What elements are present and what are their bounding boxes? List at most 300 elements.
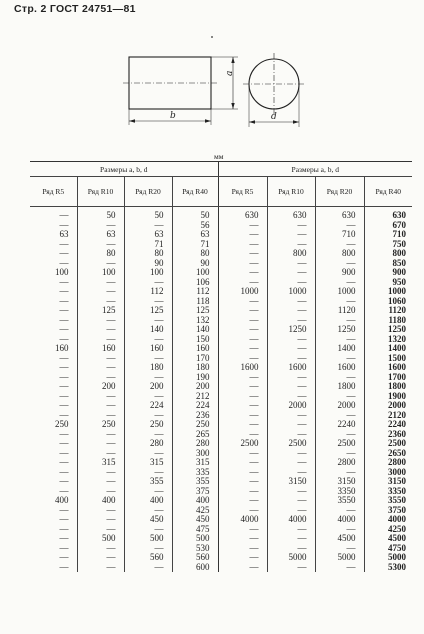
dimension-d-label: d: [271, 112, 277, 122]
table-cell: —: [30, 506, 77, 516]
table-cell: —: [315, 373, 364, 383]
table-cell: 212: [172, 392, 218, 402]
table-cell: —: [218, 525, 267, 535]
table-cell: —: [218, 240, 267, 250]
table-cell: 1000: [218, 287, 267, 297]
table-cell: 1700: [388, 371, 406, 382]
table-cell: 4000: [315, 515, 364, 525]
table-cell: —: [267, 344, 315, 354]
table-cell: 1000: [267, 287, 315, 297]
table-cell: 80: [172, 249, 218, 259]
table-cell: —: [218, 306, 267, 316]
table-cell: 3150: [388, 476, 406, 486]
table-cell: 5000: [315, 553, 364, 563]
table-cell: 5000: [267, 553, 315, 563]
table-cell: 4250: [388, 523, 406, 534]
table-cell: —: [267, 382, 315, 392]
table-cell: 200: [124, 382, 172, 392]
table-cell: 1900: [388, 390, 406, 401]
table-cell: 1800: [315, 382, 364, 392]
table-cell: —: [77, 553, 124, 563]
table-cell: 50: [172, 207, 218, 221]
table-cell: 1250: [267, 325, 315, 335]
table-cell: —: [30, 249, 77, 259]
table-cell: —: [30, 373, 77, 383]
group-header-left: Размеры a, b, d: [30, 162, 218, 177]
table-cell: 1120: [315, 306, 364, 316]
table-cell: —: [30, 297, 77, 307]
table-cell: —: [30, 221, 77, 231]
table-cell: —: [77, 515, 124, 525]
table-cell: 90: [172, 259, 218, 269]
table-cell: 3350: [388, 485, 406, 496]
column-header: Ряд R5: [30, 177, 77, 207]
table-cell: 630: [267, 207, 315, 221]
table-cell: 71: [172, 240, 218, 250]
table-cell: —: [218, 553, 267, 563]
table-cell: 224: [172, 401, 218, 411]
column-header: Ряд R20: [315, 177, 364, 207]
table-cell: 900: [315, 268, 364, 278]
table-cell: —: [124, 506, 172, 516]
column-header: Ряд R20: [124, 177, 172, 207]
table-cell: —: [30, 477, 77, 487]
table-cell: 425: [172, 506, 218, 516]
table-cell: 280: [172, 439, 218, 449]
table-cell: 1000: [315, 287, 364, 297]
table-cell: —: [315, 316, 364, 326]
table-cell: —: [267, 316, 315, 326]
table-cell: —: [267, 259, 315, 269]
table-cell: —: [267, 420, 315, 430]
table-cell: 630: [218, 207, 267, 221]
table-cell: —: [30, 207, 77, 221]
table-cell: —: [267, 335, 315, 345]
column-header: Ряд R10: [267, 177, 315, 207]
table-cell: —: [30, 382, 77, 392]
table-cell: 200: [172, 382, 218, 392]
table-cell: 4000: [267, 515, 315, 525]
table-cell: 1600: [388, 362, 406, 372]
print-speck: [211, 36, 213, 38]
table-cell: 3150: [315, 477, 364, 487]
table-cell: —: [124, 392, 172, 402]
table-cell: 90: [124, 259, 172, 269]
table-cell: 3000: [388, 466, 406, 477]
table-cell: 3750: [388, 504, 406, 515]
table-cell: 560: [172, 553, 218, 563]
table-cell: 400: [30, 496, 77, 506]
table-cell: —: [30, 335, 77, 345]
technical-drawing: [0, 0, 424, 150]
table-cell: —: [218, 420, 267, 430]
table-cell: —: [124, 430, 172, 440]
table-cell: —: [218, 563, 267, 573]
table-cell: 160: [77, 344, 124, 354]
table-cell: —: [30, 525, 77, 535]
table-cell: —: [267, 449, 315, 459]
table-cell: 71: [124, 240, 172, 250]
table-cell: 4000: [218, 515, 267, 525]
table-cell: 400: [77, 496, 124, 506]
table-cell: 1250: [315, 325, 364, 335]
units-label: мм: [214, 152, 224, 161]
table-cell: 2650: [388, 447, 406, 458]
table-cell: 630: [392, 210, 406, 220]
table-row: [30, 207, 412, 221]
table-cell: 280: [124, 439, 172, 449]
table-cell: 400: [124, 496, 172, 506]
table-cell: —: [267, 411, 315, 421]
table-cell: —: [267, 506, 315, 516]
table-cell: 315: [124, 458, 172, 468]
table-cell: —: [124, 373, 172, 383]
table-cell: 132: [172, 316, 218, 326]
table-group-header-row: [30, 162, 412, 177]
column-header: Ряд R40: [172, 177, 218, 207]
table-cell: —: [124, 221, 172, 231]
table-cell: 118: [172, 297, 218, 307]
table-body: [30, 207, 412, 573]
table-cell: 63: [30, 230, 77, 240]
table-cell: —: [267, 458, 315, 468]
column-header: Ряд R5: [218, 177, 267, 207]
cylinder-side-view: [123, 57, 238, 125]
table-cell: —: [218, 458, 267, 468]
table-cell: —: [218, 468, 267, 478]
table-cell: —: [267, 392, 315, 402]
table-cell: —: [315, 259, 364, 269]
table-cell: —: [77, 449, 124, 459]
table-cell: —: [30, 430, 77, 440]
table-cell: —: [315, 544, 364, 554]
table-cell: 1400: [388, 343, 406, 353]
table-cell: 355: [124, 477, 172, 487]
table-cell: —: [267, 496, 315, 506]
table-cell: —: [218, 297, 267, 307]
table-cell: —: [218, 477, 267, 487]
table-cell: 1600: [218, 363, 267, 373]
table-cell: —: [218, 506, 267, 516]
table-cell: —: [30, 259, 77, 269]
table-cell: —: [267, 221, 315, 231]
table-cell: —: [315, 335, 364, 345]
table-cell: —: [77, 563, 124, 573]
table-cell: 50: [124, 207, 172, 221]
table-cell: —: [30, 449, 77, 459]
table-cell: —: [77, 297, 124, 307]
table-cell: 1500: [388, 352, 406, 363]
table-cell: 475: [172, 525, 218, 535]
table-cell: 300: [172, 449, 218, 459]
table-cell: —: [315, 430, 364, 440]
table-cell: —: [30, 287, 77, 297]
table-cell: —: [267, 268, 315, 278]
table-cell: —: [30, 534, 77, 544]
table-cell: —: [124, 297, 172, 307]
table-cell: —: [267, 230, 315, 240]
table-cell: —: [267, 430, 315, 440]
dimension-a-label: a: [225, 70, 235, 76]
table-cell: 800: [315, 249, 364, 259]
table-cell: —: [315, 449, 364, 459]
table-cell: —: [77, 354, 124, 364]
table-cell: —: [77, 373, 124, 383]
table-cell: —: [30, 553, 77, 563]
table-cell: 1060: [388, 295, 406, 306]
table-cell: 3550: [315, 496, 364, 506]
table-cell: 160: [172, 344, 218, 354]
table-cell: —: [218, 344, 267, 354]
table-cell: 125: [124, 306, 172, 316]
table-cell: 125: [77, 306, 124, 316]
table-cell: 750: [392, 238, 406, 249]
table-cell: —: [218, 249, 267, 259]
table-cell: 1600: [267, 363, 315, 373]
table-cell: 800: [267, 249, 315, 259]
table-cell: —: [77, 335, 124, 345]
table-cell: —: [315, 278, 364, 288]
table-cell: 500: [124, 534, 172, 544]
column-header: Ряд R40: [364, 177, 412, 207]
table-cell: —: [218, 221, 267, 231]
table-cell: 2000: [267, 401, 315, 411]
table-cell: 4500: [388, 533, 406, 543]
table-cell: 3550: [388, 495, 406, 505]
table-cell: 950: [392, 276, 406, 287]
table-cell: —: [124, 487, 172, 497]
table-cell: 1600: [315, 363, 364, 373]
table-cell: —: [315, 392, 364, 402]
table-cell: —: [267, 240, 315, 250]
table-cell: 850: [392, 257, 406, 268]
table-cell: —: [77, 363, 124, 373]
table-cell: —: [77, 316, 124, 326]
table-cell: —: [267, 563, 315, 573]
table-cell: —: [267, 306, 315, 316]
table-cell: 1320: [388, 333, 406, 344]
table-cell: —: [77, 325, 124, 335]
table-cell: —: [218, 430, 267, 440]
column-header: Ряд R10: [77, 177, 124, 207]
table-cell: 2240: [315, 420, 364, 430]
table-cell: —: [218, 392, 267, 402]
table-cell: —: [77, 221, 124, 231]
table-cell: —: [77, 506, 124, 516]
table-cell: —: [218, 401, 267, 411]
table-cell: —: [77, 468, 124, 478]
table-cell: —: [77, 430, 124, 440]
table-cell: 106: [172, 278, 218, 288]
table-cell: —: [218, 544, 267, 554]
table-cell: —: [30, 325, 77, 335]
table-cell: 250: [77, 420, 124, 430]
group-header-right: Размеры a, b, d: [218, 162, 412, 177]
table-cell: —: [315, 297, 364, 307]
table-column-header-row: [30, 177, 412, 207]
table-cell: —: [124, 354, 172, 364]
table-cell: 900: [392, 267, 406, 277]
table-cell: 710: [315, 230, 364, 240]
table-cell: 2240: [388, 419, 406, 429]
table-cell: —: [30, 316, 77, 326]
table-cell: 112: [124, 287, 172, 297]
table-cell: 3150: [267, 477, 315, 487]
table-cell: —: [30, 468, 77, 478]
table-cell: —: [218, 354, 267, 364]
table-cell: —: [124, 316, 172, 326]
table-cell: —: [218, 259, 267, 269]
table-cell: 2000: [315, 401, 364, 411]
table-cell: —: [315, 506, 364, 516]
table-cell: —: [267, 373, 315, 383]
table-cell: 1250: [388, 324, 406, 334]
table-cell: —: [30, 563, 77, 573]
table-cell: —: [218, 449, 267, 459]
table-cell: —: [30, 306, 77, 316]
table-cell: 56: [172, 221, 218, 231]
table-cell: —: [315, 411, 364, 421]
table-cell: 200: [77, 382, 124, 392]
table-cell: 2000: [388, 400, 406, 410]
table-cell: 224: [124, 401, 172, 411]
table-cell: —: [30, 411, 77, 421]
table-cell: 450: [172, 515, 218, 525]
sizes-table: [30, 161, 412, 572]
table-cell: 265: [172, 430, 218, 440]
table-cell: 1400: [315, 344, 364, 354]
table-cell: 63: [124, 230, 172, 240]
table-cell: 3350: [315, 487, 364, 497]
table-cell: 63: [172, 230, 218, 240]
table-cell: —: [77, 525, 124, 535]
table-cell: —: [30, 240, 77, 250]
table-cell: —: [218, 534, 267, 544]
table-cell: 190: [172, 373, 218, 383]
table-cell: 335: [172, 468, 218, 478]
table-cell: —: [124, 525, 172, 535]
table-cell: —: [77, 259, 124, 269]
table-cell: —: [218, 373, 267, 383]
table-cell: 630: [315, 207, 364, 221]
table-cell: —: [124, 335, 172, 345]
table-cell: 400: [172, 496, 218, 506]
table-cell: 80: [77, 249, 124, 259]
dimension-b-label: b: [170, 111, 176, 121]
table-cell: —: [267, 534, 315, 544]
table-cell: 800: [392, 248, 406, 258]
table-cell: 315: [77, 458, 124, 468]
table-cell: 5000: [388, 552, 406, 562]
table-cell: —: [218, 487, 267, 497]
table-cell: 560: [124, 553, 172, 563]
table-cell: —: [77, 392, 124, 402]
table-cell: 2360: [388, 428, 406, 439]
table-cell: 4750: [388, 542, 406, 553]
table-cell: 80: [124, 249, 172, 259]
table-cell: 180: [172, 363, 218, 373]
table-cell: —: [218, 496, 267, 506]
table-cell: —: [267, 468, 315, 478]
table-cell: —: [218, 316, 267, 326]
table-cell: —: [267, 278, 315, 288]
table-cell: —: [315, 468, 364, 478]
table-cell: —: [77, 287, 124, 297]
table-cell: —: [267, 544, 315, 554]
table-cell: 2800: [388, 457, 406, 467]
table-cell: —: [124, 563, 172, 573]
table-cell: —: [30, 439, 77, 449]
table-cell: —: [30, 544, 77, 554]
table-cell: 2500: [315, 439, 364, 449]
table-cell: 100: [172, 268, 218, 278]
table-cell: —: [30, 458, 77, 468]
table-cell: —: [30, 515, 77, 525]
table-cell: 125: [172, 306, 218, 316]
table-cell: 500: [172, 534, 218, 544]
table-cell: —: [218, 382, 267, 392]
table-cell: 100: [77, 268, 124, 278]
table-cell: 500: [77, 534, 124, 544]
table-cell: —: [267, 487, 315, 497]
table-cell: —: [315, 563, 364, 573]
table-cell: —: [30, 487, 77, 497]
table-cell: —: [218, 335, 267, 345]
table-cell: —: [267, 525, 315, 535]
table-cell: 250: [30, 420, 77, 430]
table-cell: 450: [124, 515, 172, 525]
table-cell: —: [77, 477, 124, 487]
table-cell: —: [77, 401, 124, 411]
table-cell: 1180: [388, 314, 406, 325]
table-cell: 315: [172, 458, 218, 468]
table-row: [30, 563, 412, 573]
table-cell: —: [77, 411, 124, 421]
table-cell: —: [124, 468, 172, 478]
page-header: Стр. 2 ГОСТ 24751—81: [14, 3, 136, 15]
table-cell: —: [315, 240, 364, 250]
table-cell: —: [30, 392, 77, 402]
table-cell: 100: [124, 268, 172, 278]
table-cell: 63: [77, 230, 124, 240]
table-cell: —: [315, 525, 364, 535]
table-cell: 180: [124, 363, 172, 373]
table-cell: 100: [30, 268, 77, 278]
table-cell: 112: [172, 287, 218, 297]
table-cell: 1000: [388, 286, 406, 296]
table-cell: —: [218, 325, 267, 335]
table-cell: —: [124, 449, 172, 459]
table-cell: —: [218, 278, 267, 288]
table-cell: —: [124, 544, 172, 554]
table-cell: 2800: [315, 458, 364, 468]
table-cell: —: [77, 278, 124, 288]
table-cell: 1120: [388, 305, 406, 315]
table-cell: —: [30, 401, 77, 411]
table-cell: —: [30, 354, 77, 364]
table-cell: —: [77, 544, 124, 554]
table-cell: 2500: [218, 439, 267, 449]
table-cell: —: [77, 240, 124, 250]
table-cell: 160: [124, 344, 172, 354]
table-cell: 50: [77, 207, 124, 221]
table-cell: —: [315, 354, 364, 364]
table-cell: —: [30, 363, 77, 373]
table-cell: 1800: [388, 381, 406, 391]
table-cell: 355: [172, 477, 218, 487]
table-cell: 5300: [388, 561, 406, 572]
table-cell: 250: [124, 420, 172, 430]
